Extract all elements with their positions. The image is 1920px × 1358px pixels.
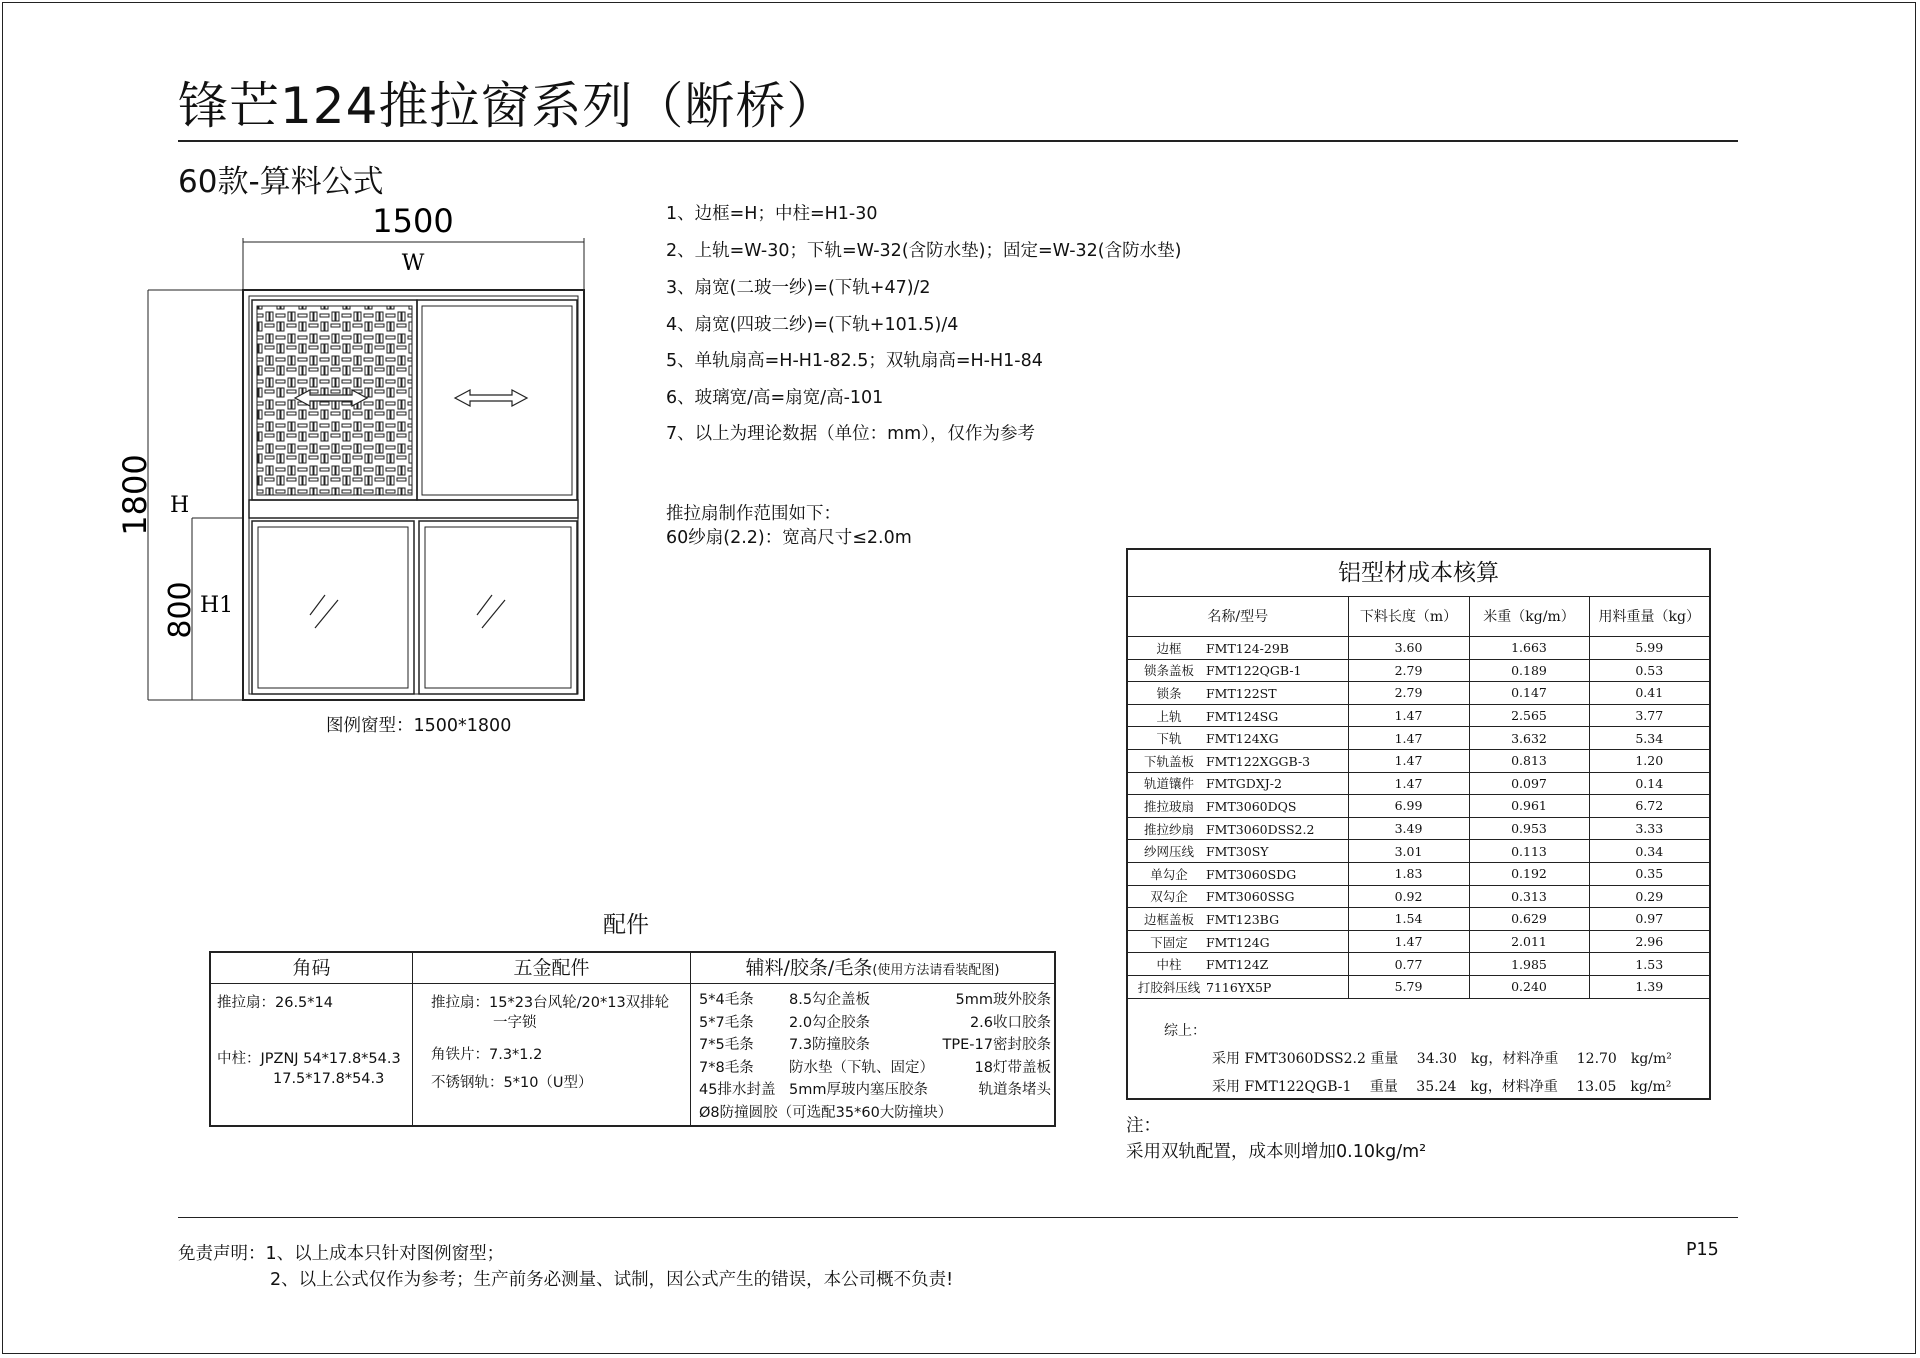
- cost-row: [1128, 885, 1709, 908]
- cost-row: [1128, 704, 1709, 727]
- height-symbol: H: [170, 493, 190, 518]
- width-value: 1500: [372, 202, 454, 240]
- section-subtitle: 60款-算料公式: [178, 164, 384, 200]
- cost-cell-weight: 0.41: [1589, 682, 1709, 705]
- cost-cell-name: 纱网压线 FMT30SY: [1128, 840, 1348, 863]
- cost-cell-unit-weight: 0.953: [1469, 817, 1589, 840]
- accessories-row: 7*5毛条 7.3防撞胶条 TPE-17密封胶条: [699, 1037, 1051, 1053]
- summary-line: 采用 FMT122QGB-1 重量 35.24 kg，材料净重 13.05 kg/m²: [1212, 1079, 1672, 1095]
- cost-cell-unit-weight: 0.240: [1469, 975, 1589, 998]
- cost-cell-weight: 1.39: [1589, 975, 1709, 998]
- cost-row: [1128, 659, 1709, 682]
- accessories-header-note: (使用方法请看装配图): [872, 963, 1000, 978]
- note-label: 注：: [1126, 1116, 1161, 1136]
- cost-cell-weight: 3.33: [1589, 817, 1709, 840]
- title-rule: [178, 140, 1738, 142]
- cost-cell-length: 2.79: [1348, 682, 1469, 705]
- accessories-row: 5*4毛条 8.5勾企盖板 5mm玻外胶条: [699, 992, 1051, 1008]
- cost-cell-weight: 0.35: [1589, 862, 1709, 885]
- cost-cell-length: 1.83: [1348, 862, 1469, 885]
- hardware-item: 一字锁: [493, 1015, 537, 1031]
- cost-cell-name: 边框盖板 FMT123BG: [1128, 908, 1348, 931]
- cost-cell-length: 1.54: [1348, 908, 1469, 931]
- cost-row: [1128, 772, 1709, 795]
- transom: [249, 500, 578, 518]
- accessories-row: 7*8毛条 防水垫（下轨、固定） 18灯带盖板: [699, 1059, 1051, 1076]
- accessories-column: [691, 953, 1054, 1125]
- cost-cell-unit-weight: 2.565: [1469, 704, 1589, 727]
- cost-cell-length: 5.79: [1348, 975, 1469, 998]
- cost-cell-weight: 0.97: [1589, 908, 1709, 931]
- formula-line: 5、单轨扇高=H-H1-82.5；双轨扇高=H-H1-84: [666, 351, 1043, 371]
- cost-cell-length: 2.79: [1348, 659, 1469, 682]
- cost-cell-unit-weight: 2.011: [1469, 930, 1589, 953]
- corner-item: 推拉扇：26.5*14: [217, 995, 333, 1011]
- accessories-row: 45排水封盖 5mm厚玻内塞压胶条 轨道条堵头: [699, 1082, 1051, 1098]
- col-header-unit-weight: 米重（kg/m）: [1469, 596, 1589, 637]
- cost-cell-name: 打胶斜压线 7116YX5P: [1128, 975, 1348, 998]
- cost-header-row: [1128, 596, 1709, 637]
- formula-line: 2、上轨=W-30；下轨=W-32(含防水垫)；固定=W-32(含防水垫): [666, 241, 1182, 261]
- lower-symbol: H1: [200, 593, 234, 618]
- cost-cell-name: 下轨盖板 FMT122XGGB-3: [1128, 749, 1348, 772]
- cost-cell-name: 上轨 FMT124SG: [1128, 704, 1348, 727]
- note-text: 采用双轨配置，成本则增加0.10kg/m²: [1126, 1142, 1427, 1162]
- cost-cell-unit-weight: 0.192: [1469, 862, 1589, 885]
- glass-mark-icon: [310, 595, 325, 615]
- formula-line: 4、扇宽(四玻二纱)=(下轨+101.5)/4: [666, 315, 959, 335]
- cost-cell-weight: 6.72: [1589, 795, 1709, 818]
- hardware-header: 五金配件: [413, 953, 690, 984]
- cost-cell-length: 0.77: [1348, 953, 1469, 976]
- glass-mark-icon: [477, 595, 492, 615]
- cost-cell-weight: 0.53: [1589, 659, 1709, 682]
- cost-cell-unit-weight: 0.961: [1469, 795, 1589, 818]
- summary-label: 综上：: [1164, 1023, 1206, 1039]
- window-drawing: [110, 200, 610, 720]
- cost-cell-unit-weight: 0.313: [1469, 885, 1589, 908]
- cost-row: [1128, 862, 1709, 885]
- col-header-weight: 用料重量（kg）: [1589, 596, 1709, 637]
- cost-cell-name: 锁条 FMT122ST: [1128, 682, 1348, 705]
- width-symbol: W: [401, 251, 425, 276]
- slide-arrow-icon: [455, 390, 527, 406]
- disclaimer-line: 2、以上公式仅作为参考；生产前务必测量、试制，因公式产生的错误，本公司概不负责!: [270, 1270, 954, 1290]
- cost-cell-unit-weight: 0.629: [1469, 908, 1589, 931]
- cost-cell-length: 1.47: [1348, 930, 1469, 953]
- cost-cell-weight: 0.34: [1589, 840, 1709, 863]
- cost-cell-weight: 0.29: [1589, 885, 1709, 908]
- cost-cell-length: 1.47: [1348, 727, 1469, 750]
- cost-row: [1128, 727, 1709, 750]
- formula-line: 1、边框=H；中柱=H1-30: [666, 204, 878, 224]
- cost-cell-name: 推拉纱扇 FMT3060DSS2.2: [1128, 817, 1348, 840]
- cost-row: [1128, 682, 1709, 705]
- page-title: 锋芒124推拉窗系列（断桥）: [178, 77, 838, 135]
- cost-cell-weight: 1.20: [1589, 749, 1709, 772]
- cost-row: [1128, 795, 1709, 818]
- cost-cell-weight: 0.14: [1589, 772, 1709, 795]
- cost-title: 铝型材成本核算: [1128, 550, 1709, 597]
- footer-rule: [178, 1217, 1738, 1218]
- cost-row: [1128, 953, 1709, 976]
- cost-table: [1126, 548, 1711, 1100]
- cost-row: [1128, 975, 1709, 998]
- corner-header: 角码: [211, 953, 412, 984]
- cost-cell-unit-weight: 1.663: [1469, 637, 1589, 660]
- cost-row: [1128, 637, 1709, 660]
- summary-line: 采用 FMT3060DSS2.2 重量 34.30 kg，材料净重 12.70 kg/m²: [1212, 1051, 1672, 1067]
- cost-cell-unit-weight: 0.097: [1469, 772, 1589, 795]
- accessories-last: Ø8防撞圆胶（可选配35*60大防撞块）: [699, 1105, 953, 1121]
- cost-cell-length: 1.47: [1348, 749, 1469, 772]
- hardware-column: [413, 953, 691, 1125]
- cost-cell-name: 锁条盖板 FMT122QGB-1: [1128, 659, 1348, 682]
- accessories-grid: [699, 989, 1051, 1102]
- cost-row: [1128, 749, 1709, 772]
- cost-cell-unit-weight: 0.147: [1469, 682, 1589, 705]
- scope-line: 60纱扇(2.2)：宽高尺寸≤2.0m: [666, 528, 912, 548]
- cost-cell-name: 推拉玻扇 FMT3060DQS: [1128, 795, 1348, 818]
- formula-line: 6、玻璃宽/高=扇宽/高-101: [666, 388, 884, 408]
- hardware-item: 不锈钢轨：5*10（U型）: [431, 1075, 593, 1091]
- cost-cell-name: 中柱 FMT124Z: [1128, 953, 1348, 976]
- cost-row: [1128, 840, 1709, 863]
- cost-cell-weight: 5.34: [1589, 727, 1709, 750]
- lower-value: 800: [163, 581, 198, 639]
- cost-cell-length: 3.01: [1348, 840, 1469, 863]
- cost-cell-unit-weight: 0.113: [1469, 840, 1589, 863]
- cost-cell-length: 6.99: [1348, 795, 1469, 818]
- accessories-header: 辅料/胶条/毛条(使用方法请看装配图): [691, 953, 1054, 984]
- hardware-item: 推拉扇：15*23台风轮/20*13双排轮: [431, 995, 670, 1011]
- cost-cell-unit-weight: 0.813: [1469, 749, 1589, 772]
- hardware-item: 角铁片：7.3*1.2: [431, 1047, 543, 1063]
- cost-cell-length: 3.60: [1348, 637, 1469, 660]
- corner-item: 中柱：JPZNJ 54*17.8*54.3: [217, 1051, 401, 1067]
- cost-cell-name: 下轨 FMT124XG: [1128, 727, 1348, 750]
- cost-grid: [1128, 596, 1709, 999]
- page-number: P15: [1686, 1240, 1719, 1260]
- cost-cell-name: 边框 FMT124-29B: [1128, 637, 1348, 660]
- fixed-pane-right: [419, 521, 577, 694]
- cost-cell-name: 下固定 FMT124G: [1128, 930, 1348, 953]
- corner-item: 17.5*17.8*54.3: [273, 1071, 385, 1087]
- parts-title: 配件: [603, 912, 649, 938]
- cost-cell-length: 1.47: [1348, 704, 1469, 727]
- cost-cell-weight: 3.77: [1589, 704, 1709, 727]
- cost-cell-name: 轨道镶件 FMTGDXJ-2: [1128, 772, 1348, 795]
- drawing-caption: 图例窗型：1500*1800: [326, 716, 512, 736]
- cost-cell-unit-weight: 1.985: [1469, 953, 1589, 976]
- cost-row: [1128, 930, 1709, 953]
- fixed-pane-left: [252, 521, 414, 694]
- cost-cell-weight: 1.53: [1589, 953, 1709, 976]
- cost-cell-length: 0.92: [1348, 885, 1469, 908]
- disclaimer-line: 免责声明：1、以上成本只针对图例窗型；: [178, 1244, 505, 1264]
- cost-cell-weight: 5.99: [1589, 637, 1709, 660]
- cost-cell-unit-weight: 3.632: [1469, 727, 1589, 750]
- cost-cell-length: 1.47: [1348, 772, 1469, 795]
- cost-cell-length: 3.49: [1348, 817, 1469, 840]
- formula-line: 7、以上为理论数据（单位：mm），仅作为参考: [666, 424, 1035, 444]
- scope-heading: 推拉扇制作范围如下：: [666, 504, 841, 524]
- formula-line: 3、扇宽(二玻一纱)=(下轨+47)/2: [666, 278, 931, 298]
- col-header-length: 下料长度（m）: [1348, 596, 1469, 637]
- cost-row: [1128, 908, 1709, 931]
- col-header-name: 名称/型号: [1128, 596, 1348, 637]
- cost-cell-weight: 2.96: [1589, 930, 1709, 953]
- cost-row: [1128, 817, 1709, 840]
- parts-table: [209, 951, 1056, 1127]
- accessories-row: 5*7毛条 2.0勾企胶条 2.6收口胶条: [699, 1014, 1051, 1031]
- cost-cell-name: 双勾企 FMT3060SSG: [1128, 885, 1348, 908]
- height-value: 1800: [116, 454, 154, 536]
- cost-cell-name: 单勾企 FMT3060SDG: [1128, 862, 1348, 885]
- corner-column: [211, 953, 413, 1125]
- cost-cell-unit-weight: 0.189: [1469, 659, 1589, 682]
